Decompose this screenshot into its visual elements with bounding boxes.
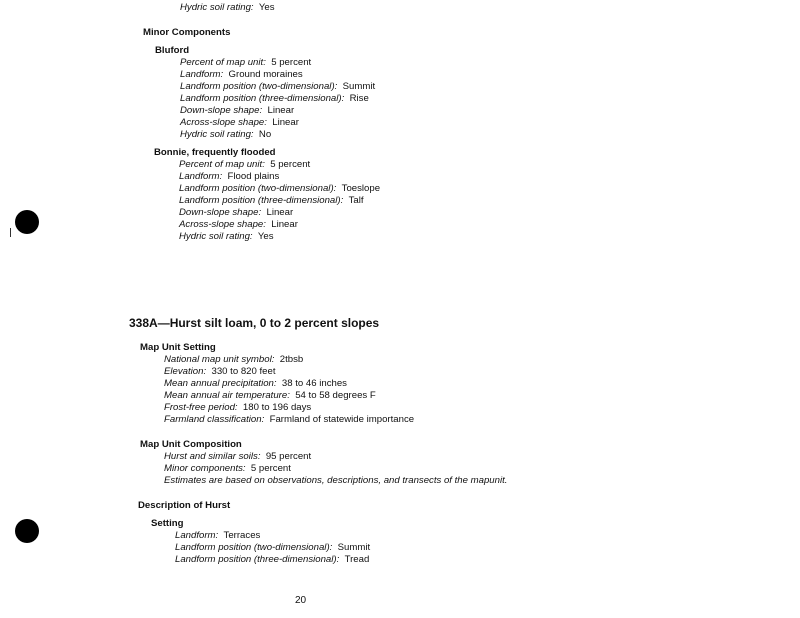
field-label: Hydric soil rating: xyxy=(180,2,254,13)
setting-row xyxy=(164,366,276,378)
composition-row xyxy=(164,451,311,463)
component-row xyxy=(179,231,274,243)
field-label: Landform: xyxy=(179,171,223,182)
component-row xyxy=(180,93,369,105)
description-row xyxy=(175,542,370,554)
component-name: Bonnie, frequently flooded xyxy=(154,147,276,158)
field-label: Hurst and similar soils: xyxy=(164,451,261,462)
map-unit-setting-heading: Map Unit Setting xyxy=(140,342,216,353)
component-row xyxy=(180,105,294,117)
field-label: Elevation: xyxy=(164,366,207,377)
field-value: 330 to 820 feet xyxy=(208,366,276,377)
field-value: Linear xyxy=(269,117,299,128)
component-row xyxy=(180,81,375,93)
field-value: 180 to 196 days xyxy=(240,402,312,413)
field-label: Mean annual air temperature: xyxy=(164,390,290,401)
field-label: Across-slope shape: xyxy=(180,117,267,128)
setting-row xyxy=(164,402,311,414)
field-label: Across-slope shape: xyxy=(179,219,266,230)
field-label: Landform position (two-dimensional): xyxy=(179,183,337,194)
field-value: 2tbsb xyxy=(277,354,304,365)
field-value: 54 to 58 degrees F xyxy=(292,390,376,401)
component-name: Bluford xyxy=(155,45,190,56)
component-row xyxy=(179,219,298,231)
map-unit-composition-heading: Map Unit Composition xyxy=(140,439,242,450)
field-label: Percent of map unit: xyxy=(180,57,266,68)
minor-components-heading: Minor Components xyxy=(143,27,231,38)
component-row xyxy=(179,159,310,171)
field-label: Percent of map unit: xyxy=(179,159,265,170)
hydric-rating-row xyxy=(180,2,275,14)
setting-row xyxy=(164,354,303,366)
field-value: Talf xyxy=(345,195,364,206)
field-label: Down-slope shape: xyxy=(179,207,262,218)
field-value: 38 to 46 inches xyxy=(279,378,347,389)
setting-row xyxy=(164,378,347,390)
setting-row xyxy=(164,390,376,402)
field-label: Mean annual precipitation: xyxy=(164,378,277,389)
binder-hole-icon xyxy=(15,210,39,234)
field-label: Landform position (two-dimensional): xyxy=(175,542,333,553)
component-row xyxy=(179,183,380,195)
component-row xyxy=(179,195,364,207)
field-label: Landform: xyxy=(175,530,219,541)
binder-hole-icon xyxy=(15,519,39,543)
field-value: 95 percent xyxy=(263,451,312,462)
field-label: Landform position (three-dimensional): xyxy=(180,93,345,104)
component-row xyxy=(180,129,271,141)
setting-row xyxy=(164,414,414,426)
field-label: National map unit symbol: xyxy=(164,354,275,365)
description-setting-subheading: Setting xyxy=(151,518,184,529)
field-label: Landform: xyxy=(180,69,224,80)
component-row xyxy=(180,117,299,129)
field-value: Ground moraines xyxy=(225,69,303,80)
field-value: Farmland of statewide importance xyxy=(266,414,415,425)
component-row xyxy=(179,207,293,219)
map-unit-title: 338A—Hurst silt loam, 0 to 2 percent slopes xyxy=(129,316,380,330)
component-row xyxy=(179,171,279,183)
margin-tick-icon xyxy=(10,228,11,237)
field-value: Yes xyxy=(255,231,274,242)
field-label: Down-slope shape: xyxy=(180,105,263,116)
field-label: Landform position (three-dimensional): xyxy=(175,554,340,565)
field-value: Yes xyxy=(256,2,275,13)
field-value: Tread xyxy=(341,554,370,565)
field-label: Landform position (three-dimensional): xyxy=(179,195,344,206)
field-value: Linear xyxy=(263,207,294,218)
field-value: Linear xyxy=(268,219,298,230)
field-label: Hydric soil rating: xyxy=(179,231,253,242)
field-label: Minor components: xyxy=(164,463,246,474)
field-value: Rise xyxy=(346,93,369,104)
field-value: Terraces xyxy=(220,530,261,541)
field-value: 5 percent xyxy=(267,159,311,170)
composition-note: Estimates are based on observations, descriptions, and transects of the mapunit. xyxy=(164,475,508,486)
component-row xyxy=(180,57,311,69)
field-value: Toeslope xyxy=(338,183,381,194)
field-value: Linear xyxy=(264,105,295,116)
field-label: Hydric soil rating: xyxy=(180,129,254,140)
field-value: Flood plains xyxy=(224,171,280,182)
field-value: Summit xyxy=(334,542,371,553)
field-value: 5 percent xyxy=(248,463,291,474)
page-number: 20 xyxy=(295,595,307,606)
description-heading: Description of Hurst xyxy=(138,500,231,511)
description-row xyxy=(175,530,260,542)
description-row xyxy=(175,554,369,566)
component-row xyxy=(180,69,303,81)
field-value: Summit xyxy=(339,81,376,92)
field-value: 5 percent xyxy=(268,57,312,68)
field-label: Frost-free period: xyxy=(164,402,238,413)
field-label: Landform position (two-dimensional): xyxy=(180,81,338,92)
field-label: Farmland classification: xyxy=(164,414,265,425)
composition-row xyxy=(164,463,291,475)
field-value: No xyxy=(256,129,272,140)
